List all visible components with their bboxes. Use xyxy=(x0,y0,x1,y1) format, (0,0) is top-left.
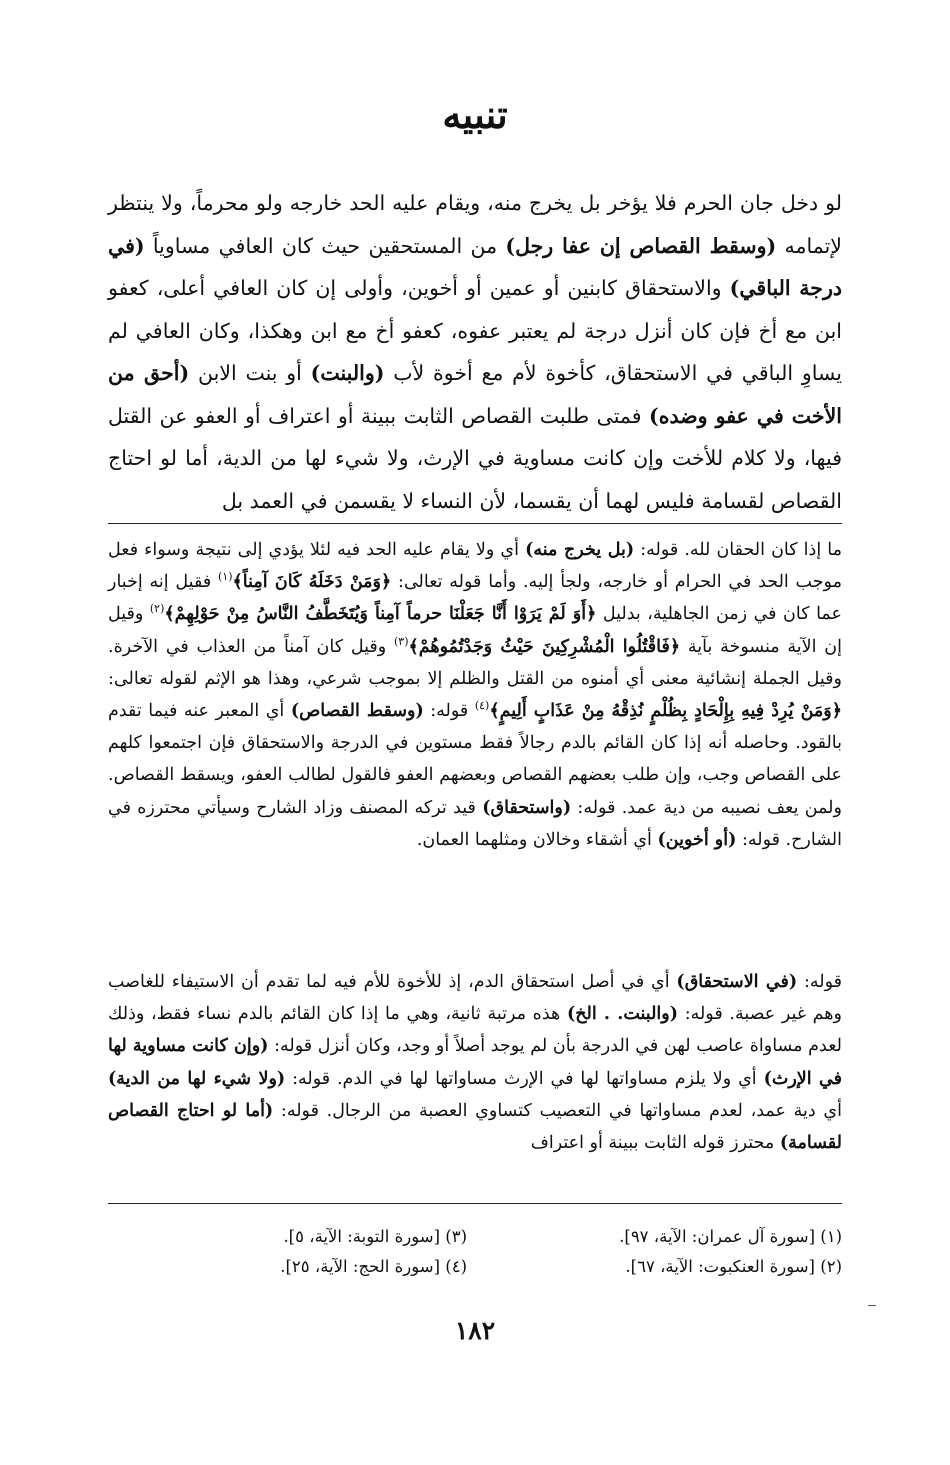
page-title: تنبيه xyxy=(442,92,508,137)
text-run: لو دخل جان الحرم فلا يؤخر بل يخرج منه، ويقام عليه الحد خارجه ولو محرماً، ولا ينتظر لإتمامه xyxy=(108,191,842,258)
commentary-block-1 xyxy=(108,534,842,856)
footnote-separator xyxy=(108,1203,842,1204)
text-run: قوله: xyxy=(430,701,469,722)
footnote-ref: (٤) xyxy=(474,699,490,713)
text-run: والاستحقاق كابنين أو عمين أو أخوين، وأولى إن كان العافي أعلى، كعفو ابن مع أخ فإن كان أنزل درجة لم يعتبر عفوه، كعفو أخ مع ابن وهكذا، وكان العافي لم يساوِ الباقي في الاستحقاق، كأخوة لأم مع أخوة لأب xyxy=(108,276,842,385)
commentary-paragraph xyxy=(108,966,842,1159)
separator-line xyxy=(108,523,842,524)
bold-quote: (والبنت) xyxy=(310,361,385,385)
text-run: وقيل إن الآية منسوخة بآية xyxy=(108,604,842,657)
quran-verse: ﴿فَاقْتُلُوا الْمُشْرِكِينَ حَيْثُ وَجَدْتُمُوهُمْ﴾ xyxy=(408,636,681,657)
bold-quote: (ولا شيء لها من الدية) xyxy=(108,1068,286,1089)
text-run: وقيل كان آمناً من العذاب في الآخرة. وقيل الجملة إنشائية معنى أي أمنوه من القتل والظلم إلا بموجب شرعي، وهذا هو الإثم لقوله تعالى: xyxy=(108,636,842,689)
quran-verse: ﴿وَمَنْ يُرِدْ فِيهِ بِإِلْحَادٍ بِظُلْمٍ نُذِقْهُ مِنْ عَذَابٍ أَلِيمٍ﴾ xyxy=(489,701,842,722)
text-run: محترز قوله الثابت ببينة أو اعتراف xyxy=(530,1133,775,1154)
text-run: أي في أصل استحقاق الدم، إذ للأخوة للأم فيه لما تقدم أن الاستيفاء للغاصب وهم غير عصبة. قوله: xyxy=(108,972,842,1025)
bold-quote: (في درجة الباقي) xyxy=(108,233,842,300)
text-run: أي ولا يقام عليه الحد فيه لئلا يؤدي إلى نتيجة وسواء فعل موجب الحد في الحرام أو خارجه، ولجأ إليه. وأما قوله تعالى: xyxy=(108,540,842,593)
text-run: هذه مرتبة ثانية، وهي ما إذا كان القائم بالدم نساء فقط، وذلك لعدم مساواة عاصب لهن في الدرجة بأن لم يوجد أصلاً أو وجد، وكان أنزل قوله: xyxy=(108,1004,842,1057)
text-run: أي دية عمد، لعدم مساواتها في التعصيب كتساوي العصبة من الرجال. قوله: xyxy=(280,1100,842,1121)
footnote-ref: (٢) xyxy=(149,602,165,616)
bold-quote: (في الاستحقاق) xyxy=(676,972,798,992)
main-text xyxy=(108,182,842,522)
text-run: فمتى طلبت القصاص الثابت ببينة أو اعتراف أو العفو عن القتل فيها، ولا كلام للأخت وإن كانت مساوية في الإرث، ولا شيء لها من الدية، أما لو احتاج القصاص لقسامة فليس لهما أن يقسما، لأن النساء لا يقسمن في العمد بل xyxy=(108,403,842,513)
bold-quote: (والبنت. . الخ) xyxy=(566,1004,678,1025)
footnote-4: (٤) [سورة الحج: الآية، ٢٥]. xyxy=(280,1257,467,1276)
text-run: قوله: xyxy=(803,972,842,992)
bold-quote: (واستحقاق) xyxy=(482,797,572,818)
bold-quote: (بل يخرج منه) xyxy=(525,540,635,560)
bold-quote: (أحق من الأخت في عفو وضده) xyxy=(108,361,842,428)
main-paragraph xyxy=(108,182,842,522)
bold-quote: (أو أخوين) xyxy=(657,829,737,850)
quran-verse: ﴿وَمَنْ دَخَلَهُ كَانَ آمِناً﴾ xyxy=(232,572,392,593)
text-run: أي المعبر عنه فيما تقدم بالقود. وحاصله أنه إذا كان القائم بالدم رجالاً فقط مستوين في الدرجة والاستحقاق فإن اجتمعوا كلهم على القصاص وجب، وإن طلب بعضهم القصاص وبعضهم العفو فالقول لطالب العفو، ويسقط القصاص. ولمن يعف نصيبه من دية عمد. قوله: xyxy=(108,701,842,818)
footnote-ref: (١) xyxy=(217,570,233,584)
commentary-paragraph xyxy=(108,534,842,856)
page-number: ١٨٢ xyxy=(454,1316,496,1345)
bold-quote: (وسقط القصاص إن عفا رجل) xyxy=(505,233,777,258)
footnote-3: (٣) [سورة التوبة: الآية، ٥]. xyxy=(283,1227,467,1246)
text-run: أي ولا يلزم مساواتها لها في الإرث مساواتها لها في الدم. قوله: xyxy=(292,1068,757,1089)
text-run: قيد تركه المصنف وزاد الشارح وسيأتي محترزه في الشارح. قوله: xyxy=(108,797,842,850)
footnote-2: (٢) [سورة العنكبوت: الآية، ٦٧]. xyxy=(625,1257,842,1276)
bold-quote: (وسقط القصاص) xyxy=(290,701,424,722)
footnotes xyxy=(108,1222,842,1282)
text-run: أو بنت الابن xyxy=(197,361,302,385)
text-run: فقيل إنه إخبار عما كان في زمن الجاهلية، بدليل xyxy=(108,572,842,625)
text-run: أي أشقاء وخالان ومثلهما العمان. xyxy=(416,829,652,850)
margin-mark xyxy=(868,1305,876,1306)
footnote-ref: (٣) xyxy=(393,634,409,648)
footnote-1: (١) [سورة آل عمران: الآية، ٩٧]. xyxy=(619,1227,842,1246)
commentary-block-2 xyxy=(108,966,842,1159)
bold-quote: (وإن كانت مساوية لها في الإرث) xyxy=(108,1036,842,1089)
text-run: ما إذا كان الحقان لله. قوله: xyxy=(640,540,842,560)
bold-quote: (أما لو احتاج القصاص لقسامة) xyxy=(108,1100,842,1154)
text-run: من المستحقين حيث كان العافي مساوياً xyxy=(152,233,498,258)
quran-verse: ﴿أَوَ لَمْ يَرَوْا أَنَّا جَعَلْنَا حرماً آمِناً وَيُتَخَطَّفُ النَّاسُ مِنْ حَوْلِهِمْ﴾ xyxy=(164,604,597,625)
